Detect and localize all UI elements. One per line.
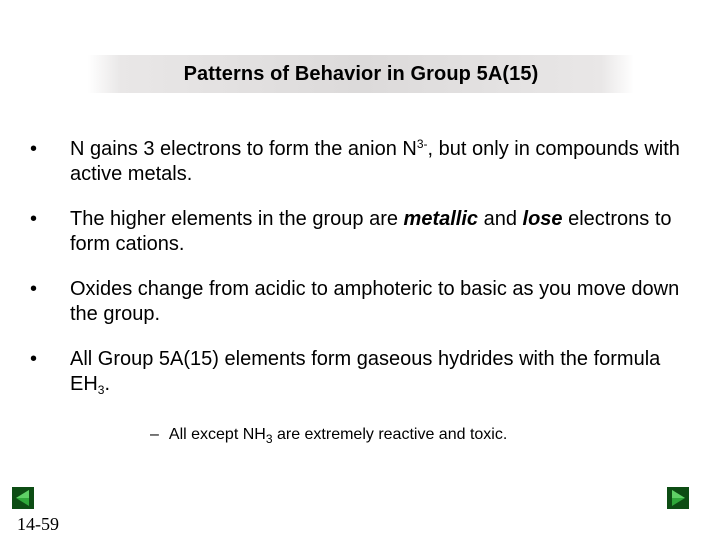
next-slide-button[interactable] [667, 487, 689, 509]
subbullet-dash: – [150, 426, 159, 443]
slide-title: Patterns of Behavior in Group 5A(15) [183, 62, 539, 85]
emphasis-lose: lose [522, 208, 563, 230]
bullet-text: . [104, 373, 111, 395]
bullet-metallic-elements [30, 207, 700, 257]
subbullet-text: All except NH [168, 426, 266, 443]
bullet-marker: • [30, 348, 38, 370]
previous-slide-arrow-icon [12, 487, 34, 509]
bullet-text: electrons to form cations. [70, 208, 672, 255]
bullet-marker: • [30, 208, 38, 230]
page-number: 14-59 [17, 514, 59, 534]
subbullet-nh3-exception [150, 425, 507, 445]
bullet-hydrides [30, 347, 700, 397]
bullet-text: Oxides change from acidic to amphoteric to basic as you move down the group. [70, 278, 680, 325]
bullet-text: The higher elements in the group are [70, 208, 404, 230]
emphasis-metallic: metallic [403, 208, 479, 230]
bullet-marker: • [30, 138, 38, 160]
subscript-3: 3 [265, 432, 273, 446]
bullet-oxides [30, 277, 700, 327]
bullet-text: N gains 3 electrons to form the anion N [70, 138, 417, 160]
next-slide-arrow-icon [667, 487, 689, 509]
bullet-text: , but only in compounds with active metals. [70, 138, 680, 185]
bullet-list [30, 137, 700, 417]
bullet-text: All Group 5A(15) elements form gaseous hydrides with the formula EH [70, 348, 661, 395]
bullet-text: and [478, 208, 523, 230]
charge-superscript: 3- [416, 137, 428, 151]
bullet-marker: • [30, 278, 38, 300]
previous-slide-button[interactable] [12, 487, 34, 509]
subscript-3: 3 [97, 383, 105, 397]
bullet-nitrogen-anion [30, 137, 700, 187]
subbullet-text: are extremely reactive and toxic. [272, 426, 508, 443]
